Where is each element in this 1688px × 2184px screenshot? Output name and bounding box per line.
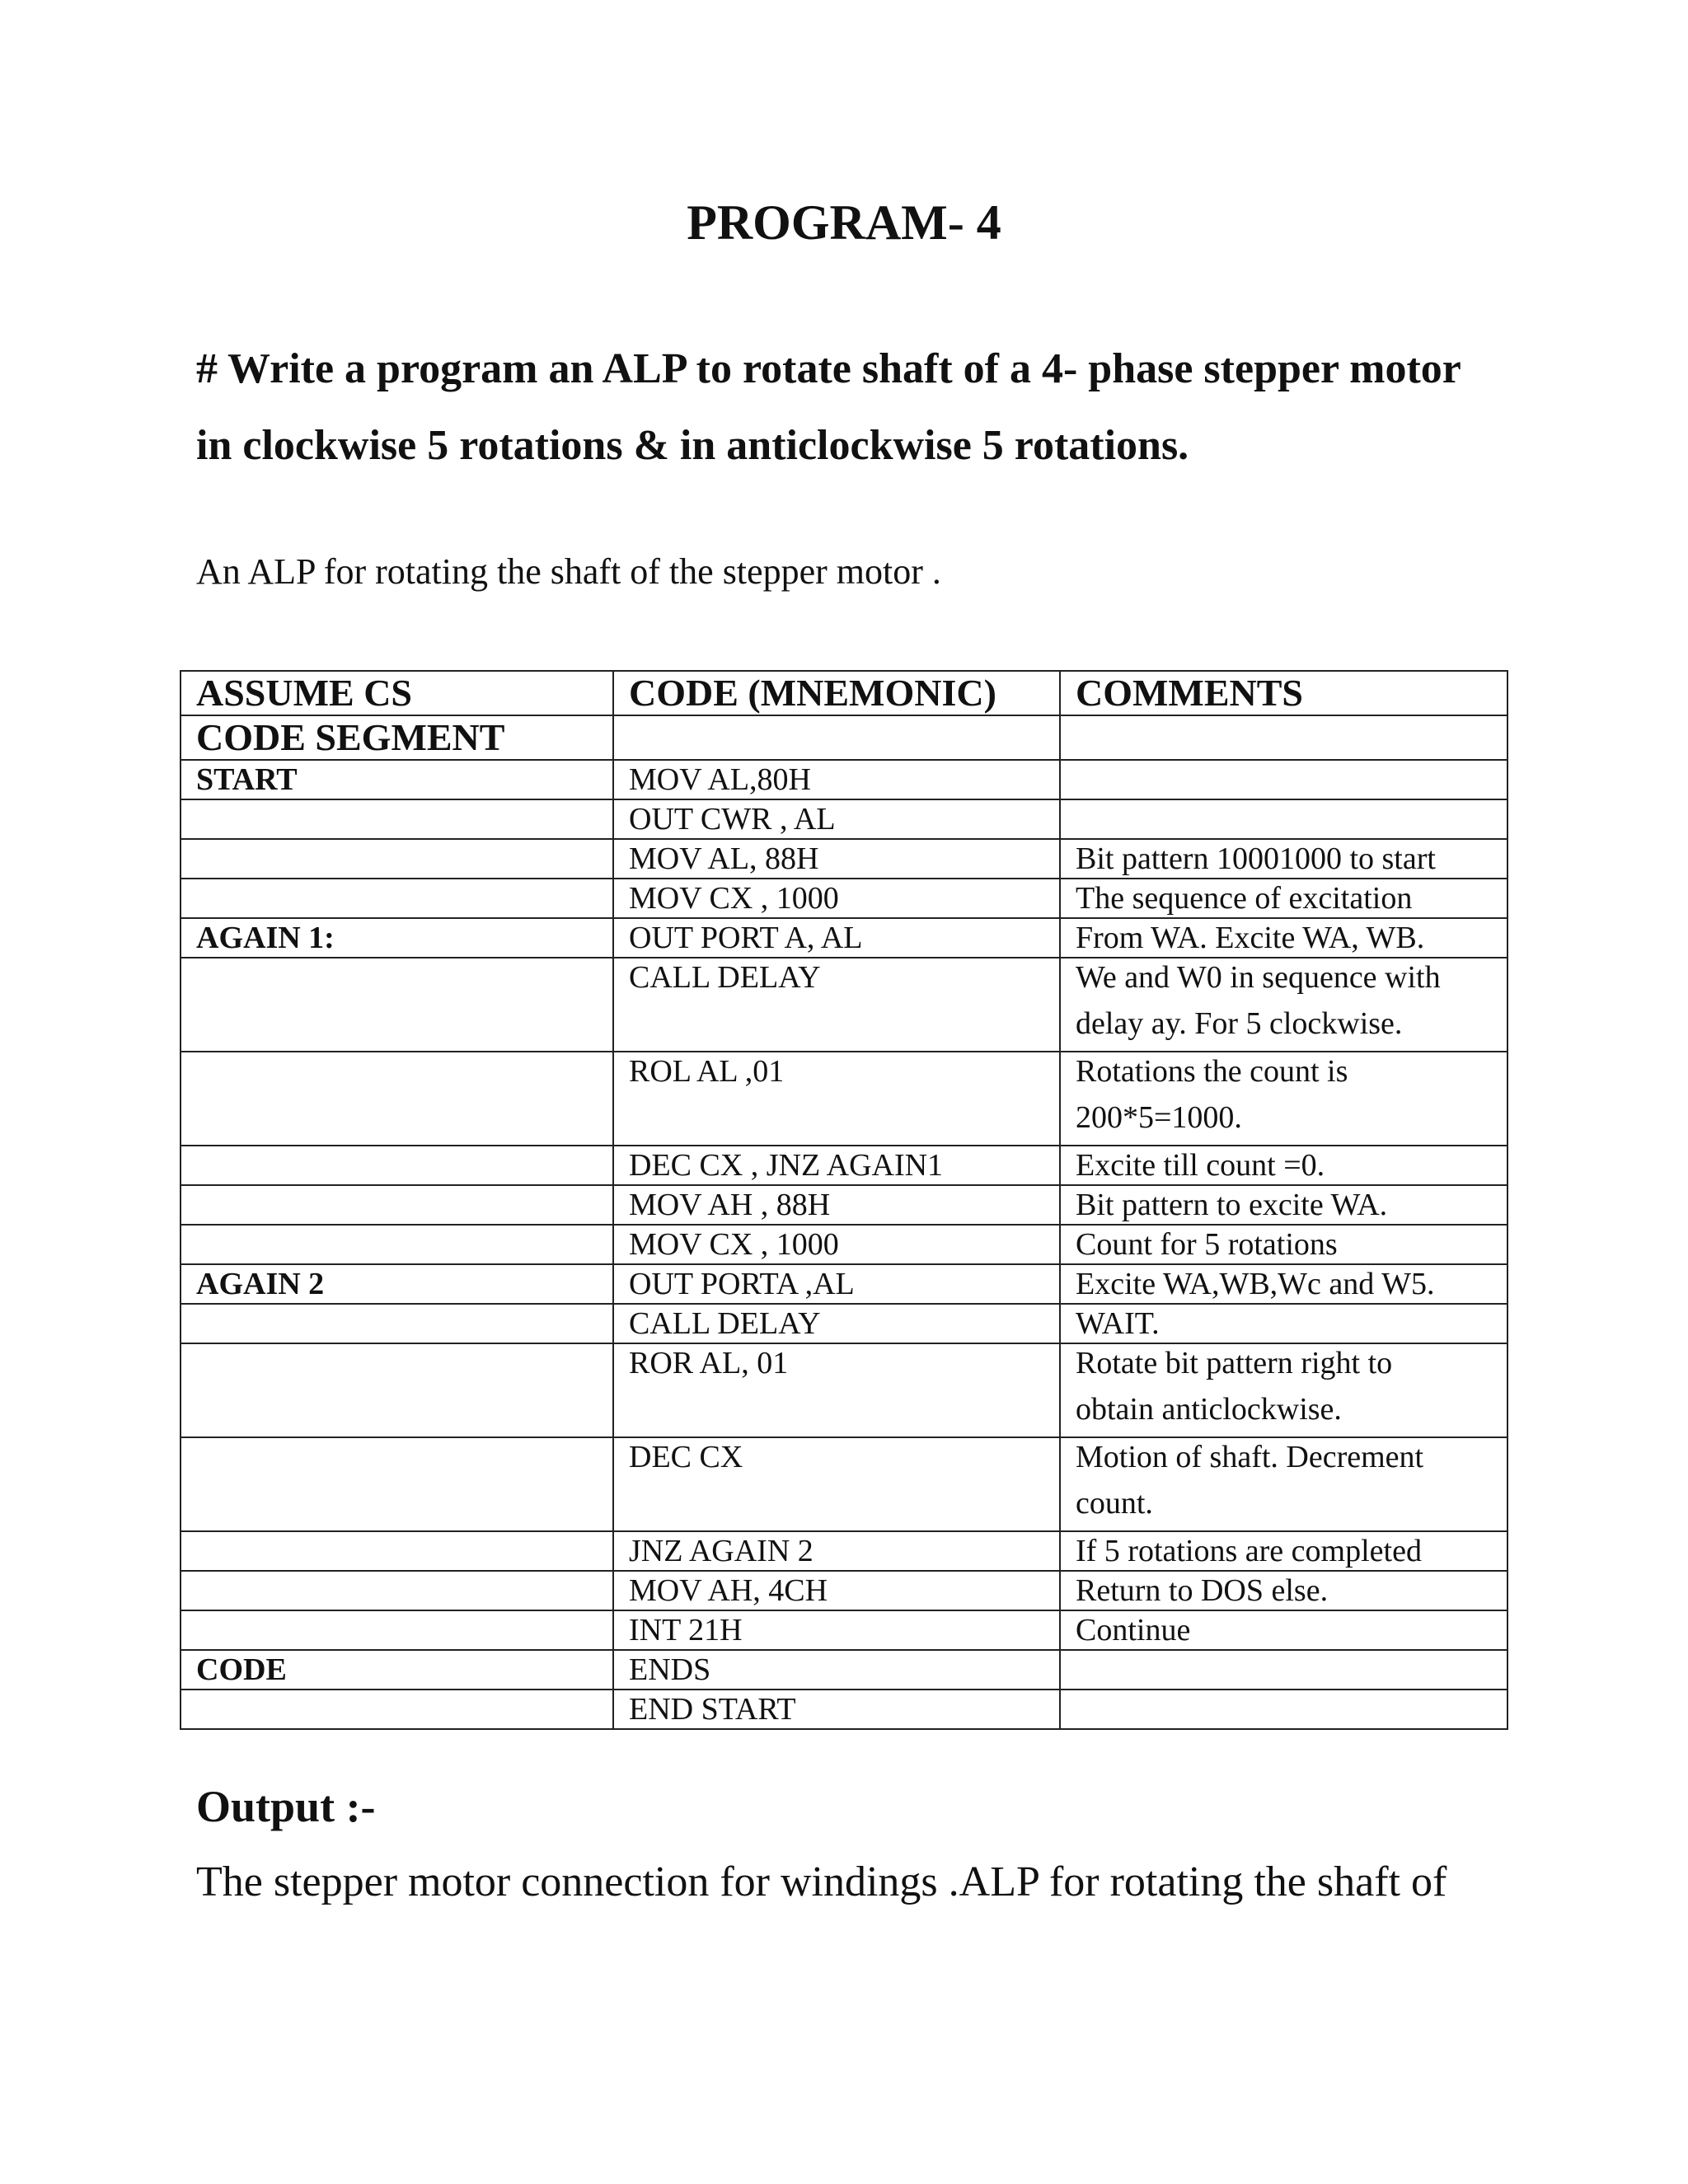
comment-line: Count for 5 rotations <box>1076 1227 1338 1262</box>
label-cell <box>181 1185 613 1225</box>
comment-line: Rotations the count is <box>1076 1054 1348 1089</box>
table-row <box>181 1185 1507 1225</box>
code-cell: MOV CX , 1000 <box>613 879 1060 918</box>
code-cell: END START <box>613 1690 1060 1729</box>
comment-line: count. <box>1076 1486 1153 1521</box>
comment-line: Continue <box>1076 1613 1191 1647</box>
label-cell <box>181 1052 613 1146</box>
comment-cell <box>1060 1264 1507 1304</box>
code-cell: MOV AL,80H <box>613 760 1060 799</box>
code-cell: CALL DELAY <box>613 958 1060 1052</box>
question-line: in clockwise 5 rotations & in anticlockwise 5 rotations. <box>196 422 1189 469</box>
comment-cell <box>1060 1437 1507 1531</box>
comment-cell <box>1060 1304 1507 1343</box>
comment-line: WAIT. <box>1076 1306 1160 1341</box>
label-cell <box>181 839 613 879</box>
code-cell: OUT PORT A, AL <box>613 918 1060 958</box>
table-row <box>181 1304 1507 1343</box>
comment-line: obtain anticlockwise. <box>1076 1392 1342 1427</box>
label-cell <box>181 1225 613 1264</box>
comment-cell <box>1060 799 1507 839</box>
label-cell <box>181 1304 613 1343</box>
comment-cell <box>1060 1146 1507 1185</box>
comment-cell <box>1060 1650 1507 1690</box>
table-row <box>181 1146 1507 1185</box>
table-row <box>181 1650 1507 1690</box>
code-cell: JNZ AGAIN 2 <box>613 1531 1060 1571</box>
code-cell: MOV AL, 88H <box>613 839 1060 879</box>
label-cell: AGAIN 1: <box>181 918 613 958</box>
table-row <box>181 1690 1507 1729</box>
code-cell: ROL AL ,01 <box>613 1052 1060 1146</box>
label-cell <box>181 1610 613 1650</box>
table-row <box>181 1531 1507 1571</box>
code-cell: OUT CWR , AL <box>613 799 1060 839</box>
comment-line: Bit pattern 10001000 to start <box>1076 841 1436 876</box>
comment-line: Excite WA,WB,Wc and W5. <box>1076 1267 1435 1301</box>
code-cell: ROR AL, 01 <box>613 1343 1060 1437</box>
table-header-row <box>181 671 1507 715</box>
code-cell: CALL DELAY <box>613 1304 1060 1343</box>
table-row <box>181 1343 1507 1437</box>
comment-cell <box>1060 1185 1507 1225</box>
code-cell: DEC CX <box>613 1437 1060 1531</box>
output-heading: Output :- <box>196 1782 376 1831</box>
comment-line: Return to DOS else. <box>1076 1573 1329 1608</box>
code-table <box>180 670 1508 1730</box>
table-row <box>181 958 1507 1052</box>
header-label-cell: CODE SEGMENT <box>181 715 613 760</box>
comment-line: 200*5=1000. <box>1076 1100 1242 1135</box>
table-row <box>181 879 1507 918</box>
comment-cell <box>1060 1052 1507 1146</box>
label-cell <box>181 879 613 918</box>
comment-cell <box>1060 1225 1507 1264</box>
table-row <box>181 1052 1507 1146</box>
intro-text: An ALP for rotating the shaft of the stepper motor . <box>196 551 941 592</box>
header-code-cell: CODE (MNEMONIC) <box>613 671 1060 715</box>
comment-line: From WA. Excite WA, WB. <box>1076 921 1425 955</box>
label-cell <box>181 1343 613 1437</box>
comment-line: Motion of shaft. Decrement <box>1076 1440 1424 1474</box>
comment-line: Excite till count =0. <box>1076 1148 1325 1183</box>
comment-cell <box>1060 760 1507 799</box>
table-row <box>181 918 1507 958</box>
table-row <box>181 1610 1507 1650</box>
header-label-cell: ASSUME CS <box>181 671 613 715</box>
code-cell: MOV AH , 88H <box>613 1185 1060 1225</box>
table-row <box>181 1571 1507 1610</box>
header-comment-cell <box>1060 715 1507 760</box>
table-row <box>181 760 1507 799</box>
label-cell <box>181 1437 613 1531</box>
label-cell: START <box>181 760 613 799</box>
code-cell: ENDS <box>613 1650 1060 1690</box>
question-line: # Write a program an ALP to rotate shaft of a 4- phase stepper motor <box>196 345 1461 392</box>
comment-line: The sequence of excitation <box>1076 881 1413 916</box>
label-cell <box>181 1531 613 1571</box>
comment-cell <box>1060 879 1507 918</box>
label-cell: CODE <box>181 1650 613 1690</box>
comment-line: delay ay. For 5 clockwise. <box>1076 1006 1403 1041</box>
comment-line: If 5 rotations are completed <box>1076 1534 1422 1568</box>
table-header-row <box>181 715 1507 760</box>
comment-cell <box>1060 1531 1507 1571</box>
comment-cell <box>1060 958 1507 1052</box>
code-table-body <box>181 671 1507 1729</box>
code-cell: DEC CX , JNZ AGAIN1 <box>613 1146 1060 1185</box>
table-row <box>181 1264 1507 1304</box>
label-cell <box>181 1146 613 1185</box>
table-row <box>181 799 1507 839</box>
comment-cell <box>1060 1610 1507 1650</box>
table-row <box>181 839 1507 879</box>
comment-cell <box>1060 918 1507 958</box>
comment-line: Rotate bit pattern right to <box>1076 1346 1393 1380</box>
code-cell: MOV AH, 4CH <box>613 1571 1060 1610</box>
table-row <box>181 1437 1507 1531</box>
label-cell <box>181 958 613 1052</box>
header-code-cell <box>613 715 1060 760</box>
comment-cell <box>1060 1571 1507 1610</box>
page-title: PROGRAM- 4 <box>687 195 1001 250</box>
comment-cell <box>1060 1343 1507 1437</box>
code-cell: INT 21H <box>613 1610 1060 1650</box>
comment-line: We and W0 in sequence with <box>1076 960 1441 995</box>
code-cell: OUT PORTA ,AL <box>613 1264 1060 1304</box>
label-cell <box>181 799 613 839</box>
table-row <box>181 1225 1507 1264</box>
output-text: The stepper motor connection for windings .ALP for rotating the shaft of <box>196 1858 1447 1905</box>
comment-cell <box>1060 839 1507 879</box>
comment-cell <box>1060 1690 1507 1729</box>
code-cell: MOV CX , 1000 <box>613 1225 1060 1264</box>
label-cell: AGAIN 2 <box>181 1264 613 1304</box>
label-cell <box>181 1571 613 1610</box>
label-cell <box>181 1690 613 1729</box>
question <box>196 336 1548 490</box>
header-comment-cell: COMMENTS <box>1060 671 1507 715</box>
comment-line: Bit pattern to excite WA. <box>1076 1188 1388 1222</box>
